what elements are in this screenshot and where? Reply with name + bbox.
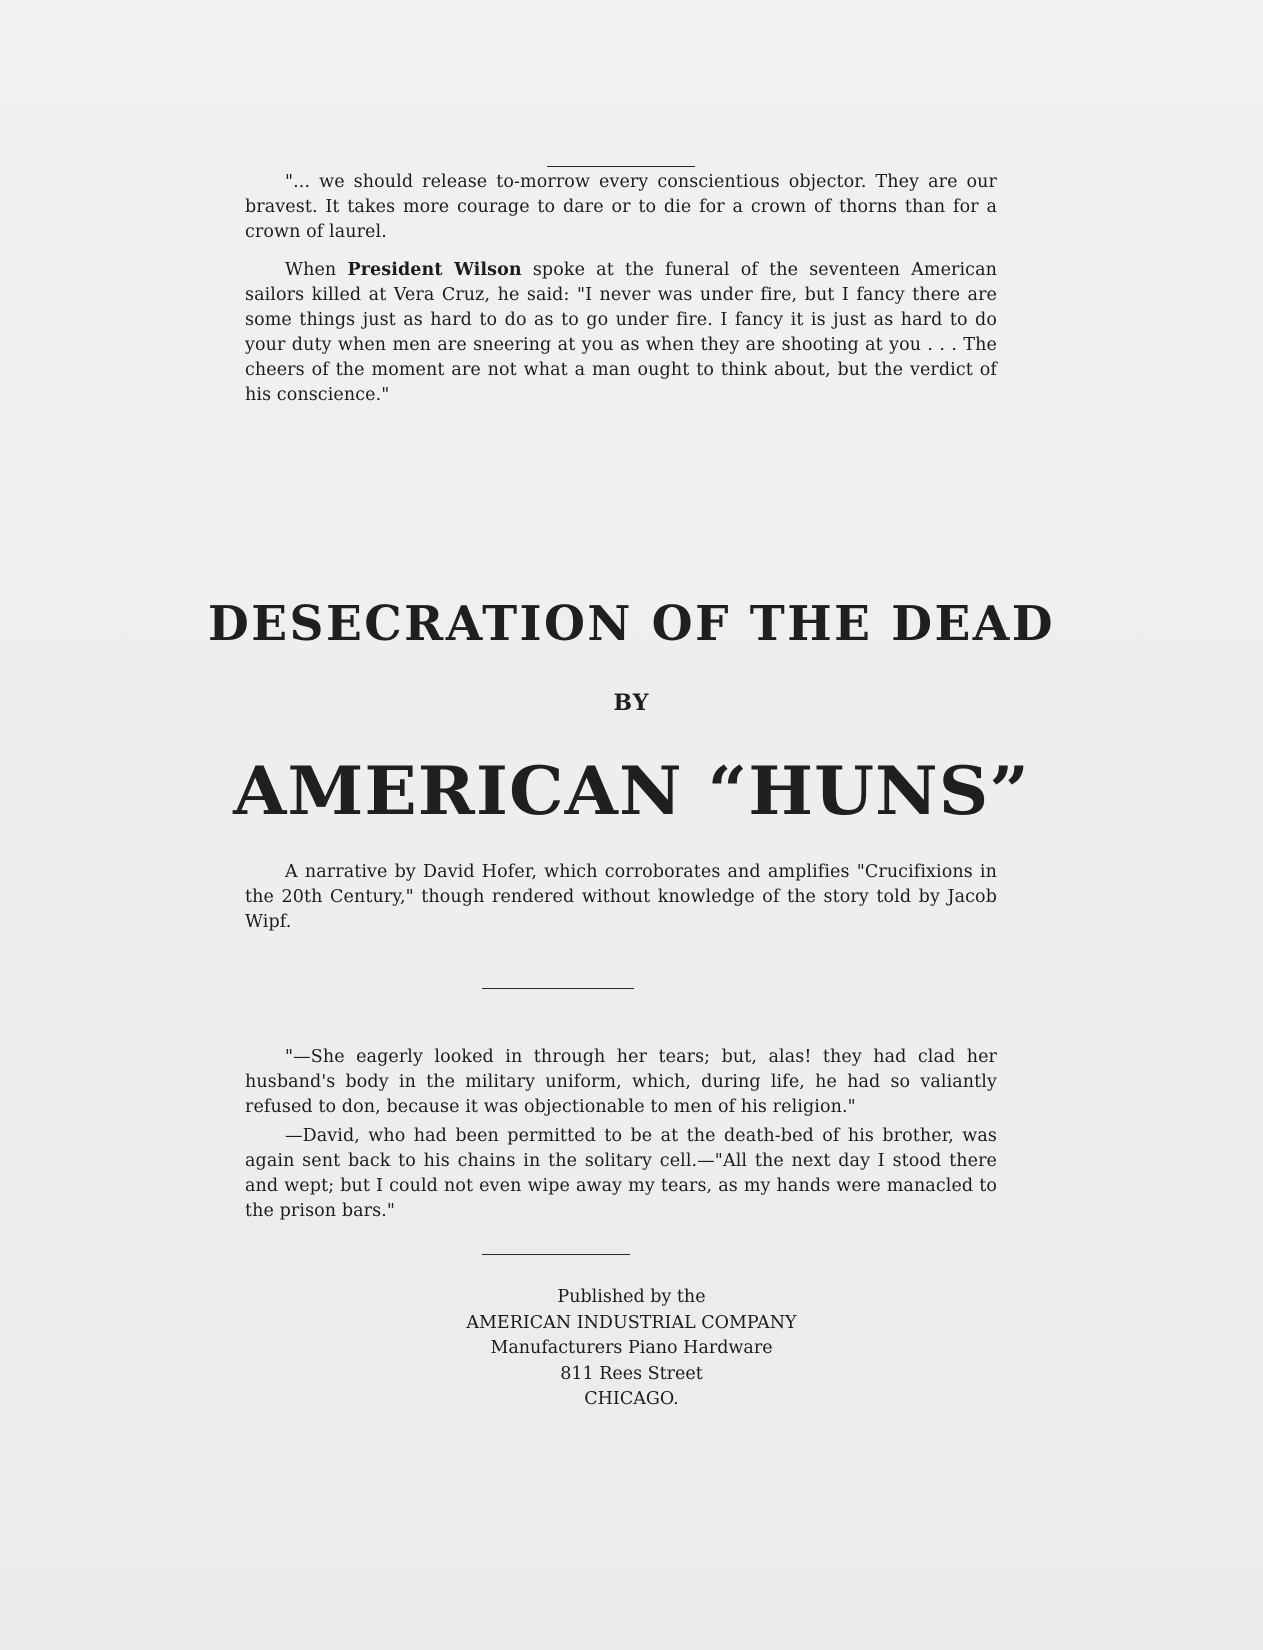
wilson-paragraph <box>245 258 997 408</box>
title-american-huns: AMERICAN “HUNS” <box>233 752 1030 830</box>
title-by: BY <box>613 690 650 716</box>
wilson-name: President Wilson <box>347 260 522 280</box>
opening-quote <box>245 170 997 245</box>
narrative-intro <box>245 860 997 935</box>
closing-quote-p1: "—She eagerly looked in through her tears; but, alas! they had clad her husband's body in the military uniform, which, during life, he had so valiantly refused to don, because it was objectionable to men of his religion." <box>245 1047 997 1117</box>
wilson-quote <box>245 258 997 408</box>
opening-quote-text: "... we should release to-morrow every conscientious objector. They are our bravest. It takes more courage to dare or to die for a crown of thorns than for a crown of laurel. <box>245 172 997 242</box>
divider-rule-middle <box>482 988 634 989</box>
publisher-line-5: CHICAGO. <box>584 1389 679 1409</box>
publisher-line-1: Published by the <box>557 1287 706 1307</box>
closing-quote <box>245 1045 997 1224</box>
wilson-text: spoke at the funeral of the seventeen American sailors killed at Vera Cruz, he said: "I never was under fire, but I fancy there are some things just as hard to do as to go under fire. I fancy it is just as hard to do your duty when men are sneering at you as when they are shooting at you . . . The cheers of the moment are not what a man ought to think about, but the verdict of his conscience." <box>245 260 997 405</box>
publisher-line-4: 811 Rees Street <box>560 1363 703 1384</box>
closing-quote-p2: —David, who had been permitted to be at the death-bed of his brother, was again sent back to his chains in the solitary cell.—"All the next day I stood there and wept; but I could not even wipe away my tears, as my hands were manacled to the prison bars." <box>245 1126 997 1221</box>
wilson-intro: When <box>285 260 348 280</box>
publisher-line-3: Manufacturers Piano Hardware <box>490 1338 773 1358</box>
narrative-text: A narrative by David Hofer, which corroborates and amplifies "Crucifixions in the 20th Century," though rendered without knowledge of the story told by Jacob Wipf. <box>245 862 997 932</box>
divider-rule-top <box>547 166 695 167</box>
divider-rule-bottom <box>482 1254 630 1255</box>
publisher-line-2: AMERICAN INDUSTRIAL COMPANY <box>466 1312 797 1333</box>
publisher-block <box>0 1285 1263 1413</box>
title-desecration: DESECRATION OF THE DEAD <box>207 596 1055 652</box>
